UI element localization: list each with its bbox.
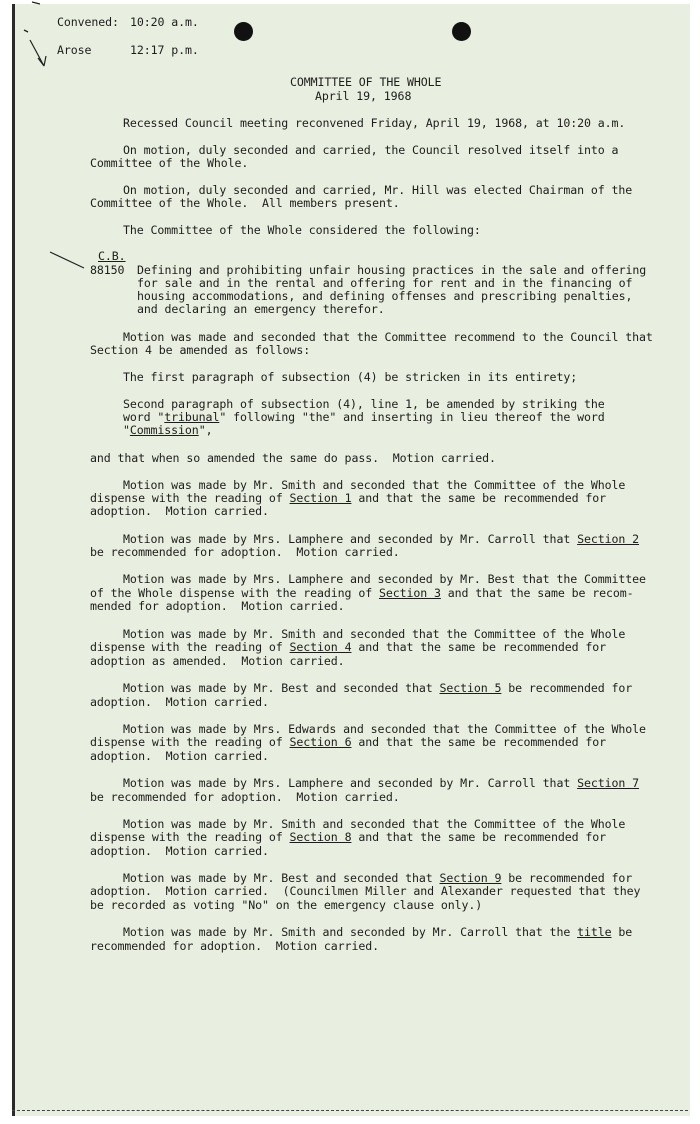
section-5-ref: Section 5 (439, 681, 502, 695)
motion-1-line-c: adoption. Motion carried. (90, 504, 269, 518)
section-6-ref: Section 6 (289, 735, 352, 749)
motion-3-line-c: mended for adoption. Motion carried. (90, 599, 345, 613)
intro-paragraph-3a: On motion, duly seconded and carried, Mr. Hill was elected Chairman of the (123, 183, 633, 197)
convened-time: 10:20 a.m. (130, 15, 199, 29)
section-8-ref: Section 8 (289, 830, 352, 844)
hole-punch-left (234, 22, 253, 41)
doc-title: COMMITTEE OF THE WHOLE (290, 75, 442, 89)
pen-mark-arrow-top (18, 0, 58, 70)
pen-mark-bill-arrow (48, 250, 88, 274)
motion-10-line-b: recommended for adoption. Motion carried. (90, 939, 379, 953)
motion-4-line-c: adoption as amended. Motion carried. (90, 654, 345, 668)
section-3-ref: Section 3 (378, 586, 441, 600)
motion-2-line-b: be recommended for adoption. Motion carried. (90, 545, 400, 559)
title-ref: title (577, 925, 612, 939)
section-7-ref: Section 7 (577, 776, 640, 790)
motion-1-line-b: dispense with the reading of Section 1 and that the same be recommended for (90, 491, 607, 505)
amend-sub-2b: word "tribunal" following "the" and inserting in lieu thereof the word (123, 410, 605, 424)
motion-9-line-a: Motion was made by Mr. Best and seconded that Section 9 be recommended for (123, 871, 633, 885)
hole-punch-right (452, 22, 471, 41)
motion-3-line-a: Motion was made by Mrs. Lamphere and seconded by Mr. Best that the Committee (123, 572, 646, 586)
section-1-ref: Section 1 (289, 491, 352, 505)
bill-tag: C.B. (98, 249, 126, 263)
section-4-ref: Section 4 (289, 640, 352, 654)
intro-paragraph-4: The Committee of the Whole considered the following: (123, 223, 481, 237)
amend-sub-1: The first paragraph of subsection (4) be stricken in its entirety; (123, 370, 578, 384)
word-commission: Commission (129, 423, 199, 437)
motion-3-line-b: of the Whole dispense with the reading of Section 3 and that the same be recom- (90, 586, 634, 600)
motion-8-line-c: adoption. Motion carried. (90, 844, 269, 858)
intro-paragraph-2b: Committee of the Whole. (90, 156, 249, 170)
bill-desc-2: for sale and in the rental and offering for rent and in the financing of (137, 276, 633, 290)
amend-sub-2c: "Commission", (123, 423, 213, 437)
intro-paragraph-2a: On motion, duly seconded and carried, the Council resolved itself into a (123, 143, 619, 157)
motion-6-line-c: adoption. Motion carried. (90, 749, 269, 763)
motion-5-line-b: adoption. Motion carried. (90, 695, 269, 709)
section-9-ref: Section 9 (439, 871, 502, 885)
bill-desc-1: Defining and prohibiting unfair housing practices in the sale and offering (137, 263, 647, 277)
word-tribunal: tribunal (164, 410, 220, 424)
motion-8-line-a: Motion was made by Mr. Smith and seconded that the Committee of the Whole (123, 817, 626, 831)
motion-8-line-b: dispense with the reading of Section 8 and that the same be recommended for (90, 830, 607, 844)
bill-desc-4: and declaring an emergency therefor. (137, 302, 385, 316)
motion-7-line-a: Motion was made by Mrs. Lamphere and seconded by Mr. Carroll that Section 7 (123, 776, 640, 790)
convened-label: Convened: (57, 15, 119, 29)
bottom-edge-rule (12, 1110, 688, 1111)
motion-4-line-b: dispense with the reading of Section 4 and that the same be recommended for (90, 640, 607, 654)
motion-1-line-a: Motion was made by Mr. Smith and seconded that the Committee of the Whole (123, 478, 626, 492)
motion-4-line-a: Motion was made by Mr. Smith and seconded that the Committee of the Whole (123, 627, 626, 641)
amend-line-2: Section 4 be amended as follows: (90, 343, 311, 357)
motion-6-line-a: Motion was made by Mrs. Edwards and seconded that the Committee of the Whole (123, 722, 646, 736)
section-2-ref: Section 2 (577, 532, 640, 546)
intro-paragraph-3b: Committee of the Whole. All members present. (90, 196, 400, 210)
bill-number: 88150 (90, 263, 125, 277)
motion-9-line-b: adoption. Motion carried. (Councilmen Miller and Alexander requested that they (90, 884, 641, 898)
arose-time: 12:17 p.m. (130, 43, 199, 57)
bill-desc-3: housing accommodations, and defining offenses and prescribing penalties, (137, 289, 633, 303)
motion-6-line-b: dispense with the reading of Section 6 and that the same be recommended for (90, 735, 607, 749)
intro-paragraph-1: Recessed Council meeting reconvened Friday, April 19, 1968, at 10:20 a.m. (123, 116, 626, 130)
amend-sub-2a: Second paragraph of subsection (4), line 1, be amended by striking the (123, 397, 605, 411)
arose-label: Arose (57, 43, 92, 57)
motion-7-line-b: be recommended for adoption. Motion carried. (90, 790, 400, 804)
amend-close: and that when so amended the same do pass. Motion carried. (90, 451, 496, 465)
motion-10-line-a: Motion was made by Mr. Smith and seconded by Mr. Carroll that the title be (123, 925, 633, 939)
motion-5-line-a: Motion was made by Mr. Best and seconded that Section 5 be recommended for (123, 681, 633, 695)
amend-line-1: Motion was made and seconded that the Committee recommend to the Council that (123, 330, 653, 344)
motion-2-line-a: Motion was made by Mrs. Lamphere and seconded by Mr. Carroll that Section 2 (123, 532, 640, 546)
motion-9-line-c: be recorded as voting "No" on the emergency clause only.) (90, 898, 483, 912)
doc-date: April 19, 1968 (315, 89, 412, 103)
